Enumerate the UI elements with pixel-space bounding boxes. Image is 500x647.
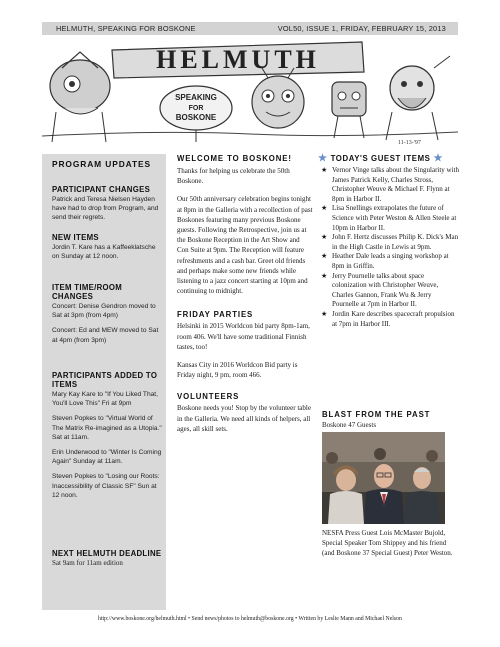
next-deadline-text: Sat 9am for 11am edition (52, 559, 123, 567)
time-room-changes-section (52, 276, 162, 345)
star-bullet-icon: ★ (321, 252, 328, 261)
issue-info: VOL50, ISSUE 1, FRIDAY, FEBRUARY 15, 2013 (277, 24, 446, 33)
friday-parties-heading: FRIDAY PARTIES (177, 310, 254, 320)
volunteers-text: Boskone needs you! Stop by the volunteer table in the Galleria. We need all kinds of helpers, all ages, all skill sets. (177, 404, 311, 433)
participants-added-1: Mary Kay Kare to "If You Liked That, You'll Love This" Fri at 9pm (52, 391, 158, 408)
star-bullet-icon: ★ (321, 233, 328, 242)
masthead-title: HELMUTH (156, 45, 320, 74)
main-articles-column (177, 154, 313, 434)
participants-added-section (52, 364, 162, 500)
masthead-drawing (42, 38, 458, 148)
welcome-intro: Thanks for helping us celebrate the 50th Boskone. (177, 167, 290, 186)
guest-items-header (318, 154, 460, 163)
welcome-body: Our 50th anniversary celebration begins tonight at 8pm in the Galleria with a recollection of past Boskones featuring many previous Boskone guests. Following the Retrospective, join us at the Boskone Reception in the Art Show and Con Suite at 9pm. The Reception will feature refreshments and a cash bar. Greet old friends and perhaps make some new friends while listening to a jazz concert starting at 10pm and continuing to midnight. (177, 195, 313, 296)
guest-items-column (318, 153, 460, 558)
guest-item: ★ Jordin Kare describes spacecraft propulsion at 7pm in Harbor III. (321, 309, 455, 328)
star-bullet-icon: ★ (321, 309, 328, 318)
guest-item: ★ Lisa Snellings extrapolates the future of Science with Peter Weston & Allen Steele at 10pm in Harbor II. (321, 204, 457, 232)
participant-changes-heading: PARTICIPANT CHANGES (52, 185, 151, 194)
star-bullet-icon: ★ (321, 271, 328, 280)
guest-items-list (318, 166, 460, 329)
star-bullet-icon: ★ (321, 166, 328, 174)
helsinki-party: Helsinki in 2015 Worldcon bid party 8pm-1am, room 406. We'll have some traditional Finnish tastes, too! (177, 322, 310, 351)
guest-item: ★ Jerry Pournelle talks about space colonization with Christopher Weuve, Charles Gannon, Frank Wu & Jerry Pournelle at 7pm in Harbor II. (321, 271, 439, 309)
participants-added-3: Erin Underwood to "Winter Is Coming Again" Sunday at 11am. (52, 449, 162, 466)
sign-line-1: SPEAKING (175, 93, 217, 102)
star-bullet-icon: ★ (321, 204, 328, 213)
participants-added-heading: PARTICIPANTS ADDED TO ITEMS (52, 371, 158, 389)
next-deadline-section (52, 542, 162, 568)
participant-changes-text: Patrick and Teresa Nielsen Hayden have had to drop from Program, and send their regrets. (52, 196, 159, 222)
time-room-change-1: Concert: Denise Gendron moved to Sat at 3pm (from 4pm) (52, 303, 156, 320)
volunteers-heading: VOLUNTEERS (177, 392, 240, 402)
guest-item: ★ Vernor Vinge talks about the Singularity with James Patrick Kelly, Charles Stross, Christopher Weuve & Michael F. Flynn at 8pm in Harbor II. (321, 166, 459, 203)
welcome-heading: WELCOME TO BOSKONE! (177, 154, 292, 163)
time-room-changes-heading: ITEM TIME/ROOM CHANGES (52, 283, 123, 301)
star-icon: ★ (433, 153, 444, 164)
guest-items-heading: TODAY'S GUEST ITEMS (330, 154, 431, 163)
participant-changes-section (52, 178, 162, 223)
masthead-illustration (42, 38, 458, 148)
header-title: HELMUTH, SPEAKING FOR BOSKONE (56, 24, 196, 33)
new-items-heading: NEW ITEMS (52, 233, 99, 242)
kansas-city-party: Kansas City in 2016 Worldcon Bid party is Friday night, 9 pm, room 466. (177, 361, 298, 380)
star-icon: ★ (318, 153, 328, 164)
artist-signature: 11-13-'97 (398, 140, 421, 146)
blast-from-past-heading: BLAST FROM THE PAST (322, 410, 431, 419)
boskone-guests-photo (322, 432, 445, 524)
participants-added-4: Steven Popkes to "Losing our Roots: Inaccessibility of Classic SF" Sun at 12 noon. (52, 473, 160, 499)
photo-caption: NESFA Press Guest Lois McMaster Bujold, Special Speaker Tom Shippey and his friend (and Boskone 37 Special Guest) Peter Weston. (322, 529, 453, 558)
blast-subheading: Boskone 47 Guests (322, 421, 377, 429)
program-updates-sidebar (42, 154, 166, 610)
program-updates-title: PROGRAM UPDATES (52, 159, 151, 169)
guest-item: ★ Heather Dale leads a singing workshop at 8pm in Griffin. (321, 252, 449, 270)
photo-image (322, 432, 445, 524)
sign-line-2: FOR (188, 105, 204, 112)
new-items-text: Jordin T. Kare has a Kaffeeklatsche on Sunday at 12 noon. (52, 244, 156, 261)
sign-line-3: BOSKONE (175, 113, 217, 122)
participants-added-2: Steven Popkes to "Virtual World of The Matrix Re-imagined as a Utopia." Sat at 11am. (52, 415, 162, 441)
time-room-change-2: Concert: Ed and MEW moved to Sat at 4pm (from 3pm) (52, 327, 159, 344)
guest-item: ★ John F. Hertz discusses Philip K. Dick's Man in the High Castle in Lewis at 9pm. (321, 233, 459, 251)
next-deadline-heading: NEXT HELMUTH DEADLINE (52, 549, 162, 558)
header-bar (42, 22, 458, 35)
new-items-section (52, 226, 162, 261)
footer-credits: http://www.boskone.org/helmuth.html • Send news/photos to helmuth@boskone.org • Written by Leslie Mann and Michael Nelson (98, 616, 402, 622)
